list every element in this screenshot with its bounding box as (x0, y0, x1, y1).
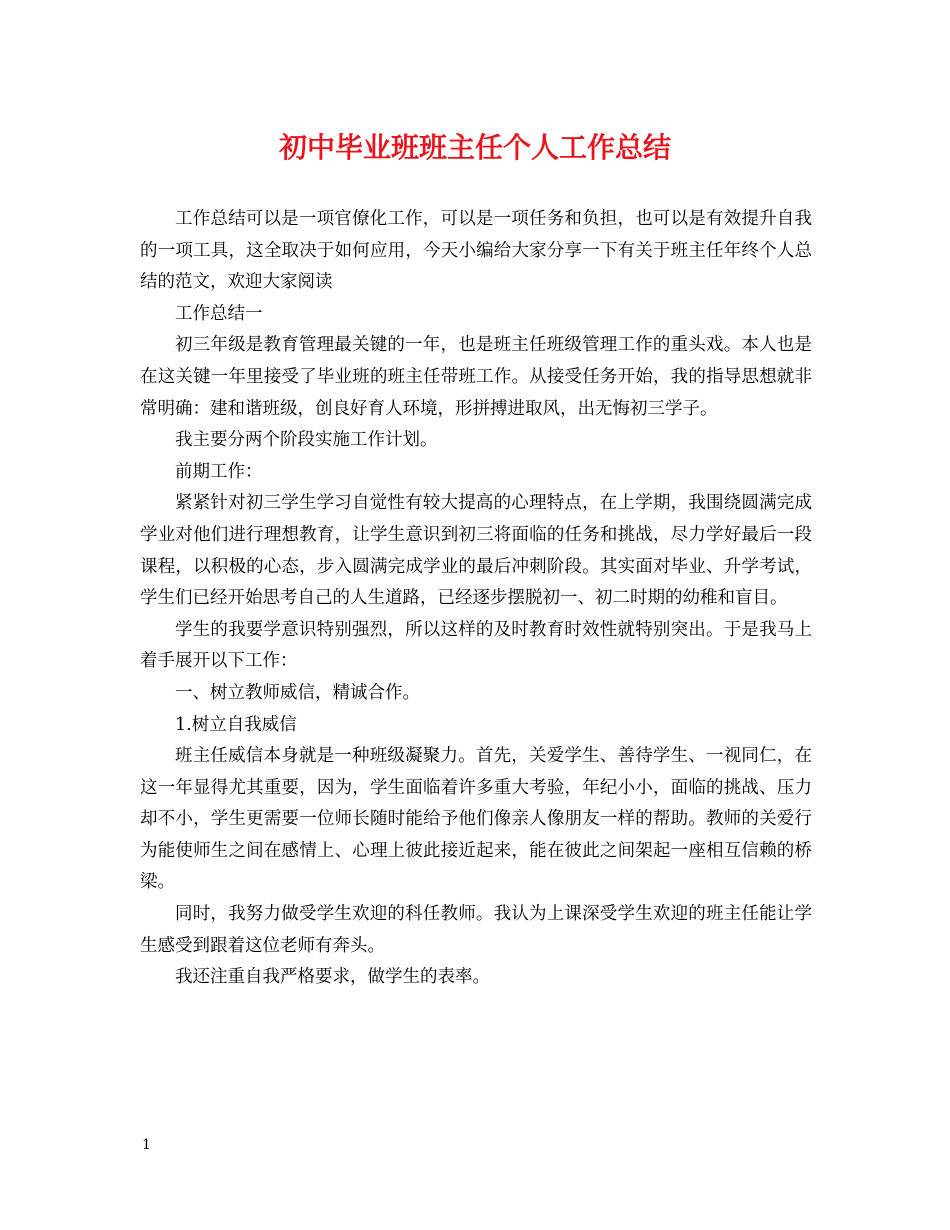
paragraph-subheading: 一、树立教师威信，精诚合作。 (175, 682, 420, 703)
paragraph: 我还注重自我严格要求，做学生的表率。 (175, 967, 490, 988)
paragraph-section-heading: 工作总结一 (175, 303, 263, 324)
paragraph: 紧紧针对初三学生学习自觉性有较大提高的心理特点，在上学期，我围绕圆满完成学业对他们进行理想教育，让学生意识到初三将面临的任务和挑战，尽力学好最后一段课程，以积极的心态，步入圆满完成学业的最后冲刺阶段。其实面对毕业、升学考试，学生们已经开始思考自己的人生道路，已经逐步摆脱初一、初二时期的幼稚和盲目。 (140, 493, 812, 609)
page-number: 1 (142, 1137, 151, 1153)
paragraph-subheading: 前期工作： (175, 461, 263, 482)
paragraph: 学生的我要学意识特别强烈，所以这样的及时教育时效性就特别突出。于是我马上着手展开以下工作： (140, 619, 812, 672)
paragraph: 初三年级是教育管理最关键的一年，也是班主任班级管理工作的重头戏。本人也是在这关键一年里接受了毕业班的班主任带班工作。从接受任务开始，我的指导思想就非常明确：建和谐班级，创良好育人环境，形拼搏进取风，出无悔初三学子。 (140, 335, 812, 419)
paragraph-subheading: 1.树立自我威信 (175, 714, 297, 735)
paragraph: 同时，我努力做受学生欢迎的科任教师。我认为上课深受学生欢迎的班主任能让学生感受到跟着这位老师有奔头。 (140, 904, 812, 956)
paragraph: 我主要分两个阶段实施工作计划。 (175, 430, 438, 451)
page-title: 初中毕业班班主任个人工作总结 (278, 131, 671, 164)
paragraph-intro: 工作总结可以是一项官僚化工作，可以是一项任务和负担，也可以是有效提升自我的一项工具，这全取决于如何应用，今天小编给大家分享一下有关于班主任年终个人总结的范文，欢迎大家阅读 (140, 209, 812, 293)
document-body (140, 204, 812, 994)
paragraph: 班主任威信本身就是一种班级凝聚力。首先，关爱学生、善待学生、一视同仁，在这一年显得尤其重要，因为，学生面临着许多重大考验，年纪小小，面临的挑战、压力却不小，学生更需要一位师长随时能给予他们像亲人像朋友一样的帮助。教师的关爱行为能使师生之间在感情上、心理上彼此接近起来，能在彼此之间架起一座相互信赖的桥梁。 (140, 746, 812, 893)
